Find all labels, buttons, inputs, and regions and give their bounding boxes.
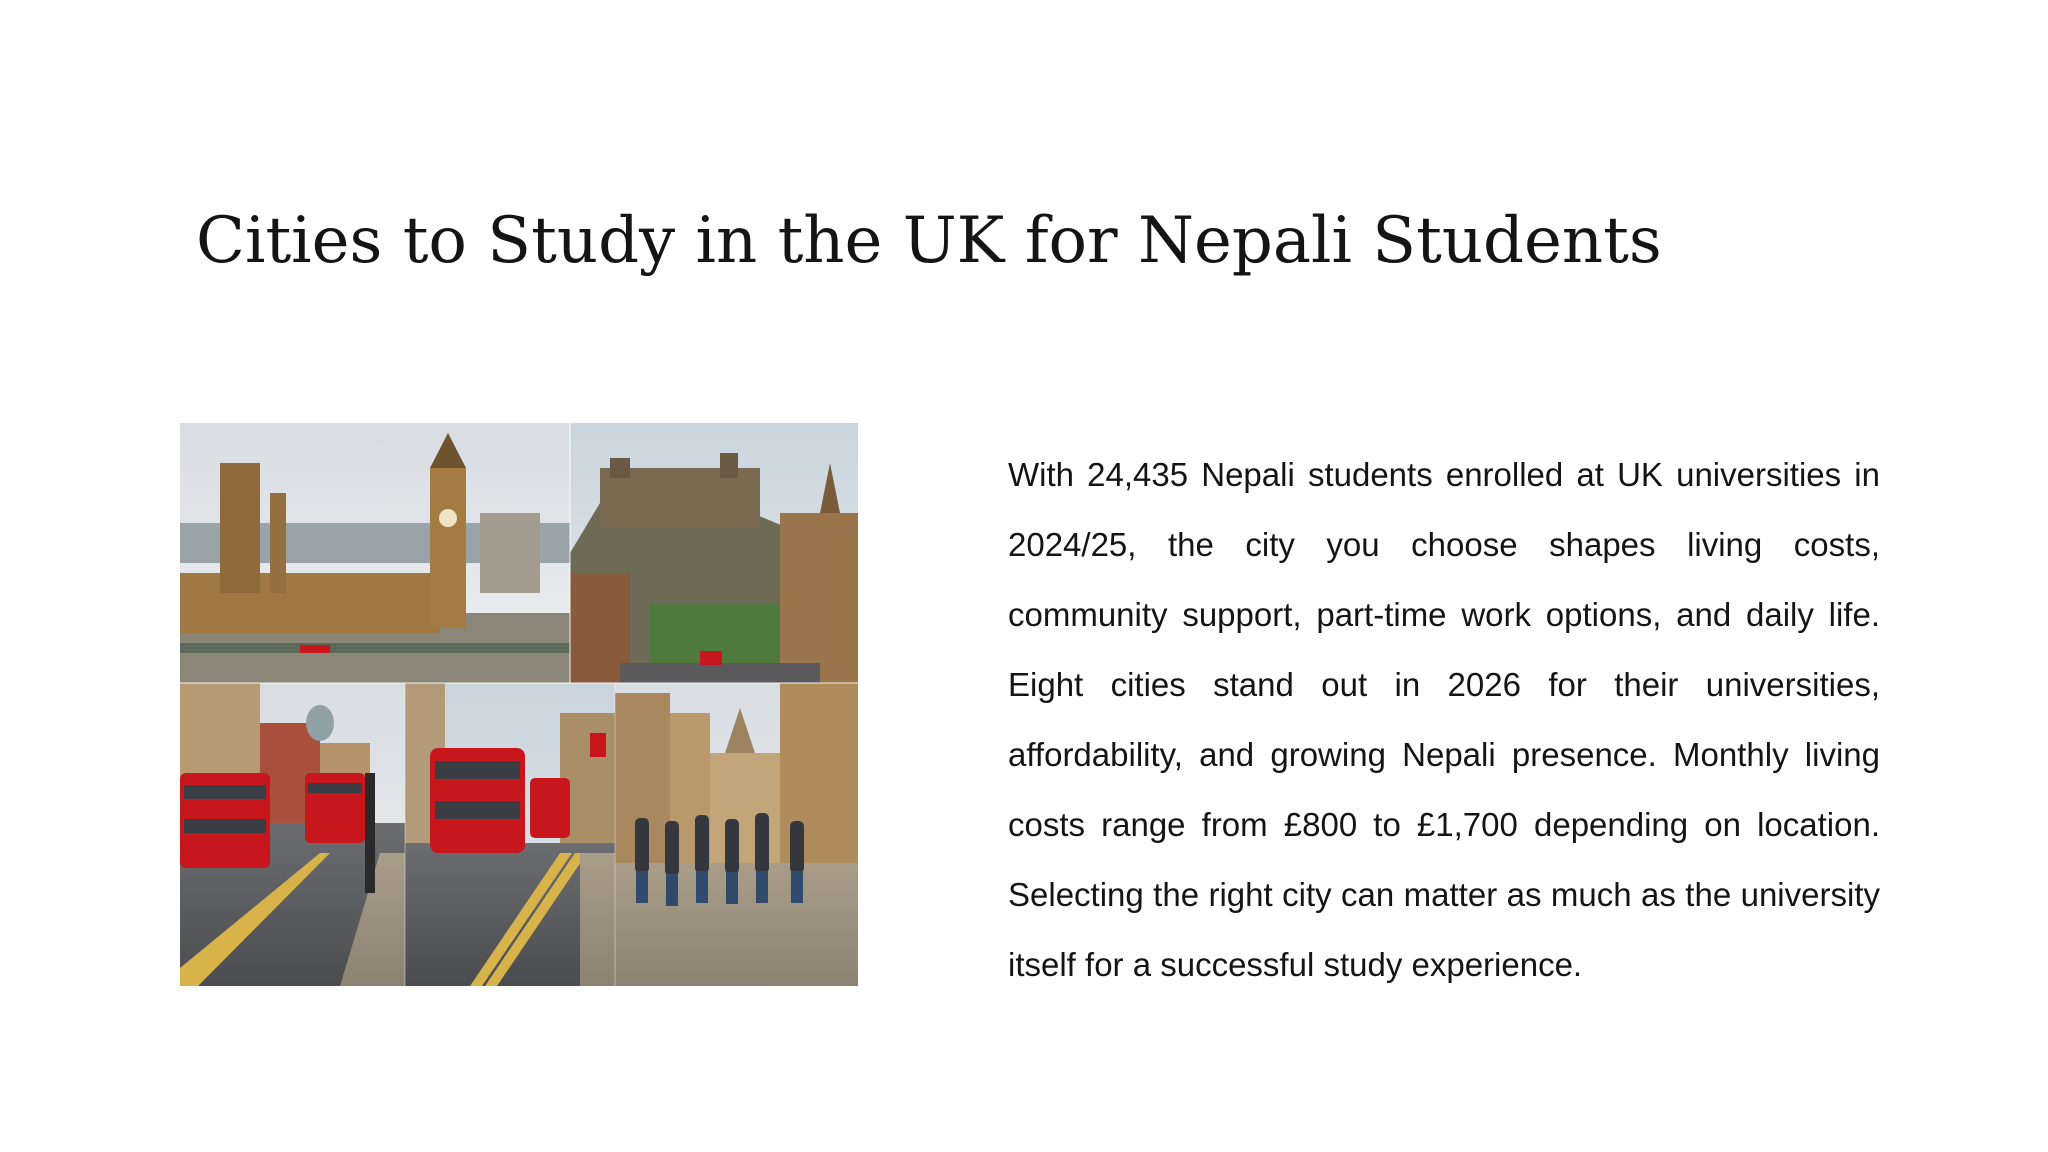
students-street-photo (590, 683, 858, 986)
westminster-photo (180, 423, 570, 683)
edinburgh-photo (570, 423, 858, 683)
double-decker-bus-photo (405, 683, 615, 986)
london-street-photo (180, 683, 405, 986)
uk-cities-photo-collage (180, 423, 858, 986)
slide-title: Cities to Study in the UK for Nepali Students (196, 204, 1662, 278)
intro-paragraph: With 24,435 Nepali students enrolled at UK universities in 2024/25, the city you choose shapes living costs, community support, part-time work options, and daily life. Eight cities stand out in 2026 for their universities, affordability, and growing Nepali presence. Monthly living costs range from £800 to £1,700 depending on location. Selecting the right city can matter as much as the university itself for a successful study experience. (1008, 456, 1880, 983)
